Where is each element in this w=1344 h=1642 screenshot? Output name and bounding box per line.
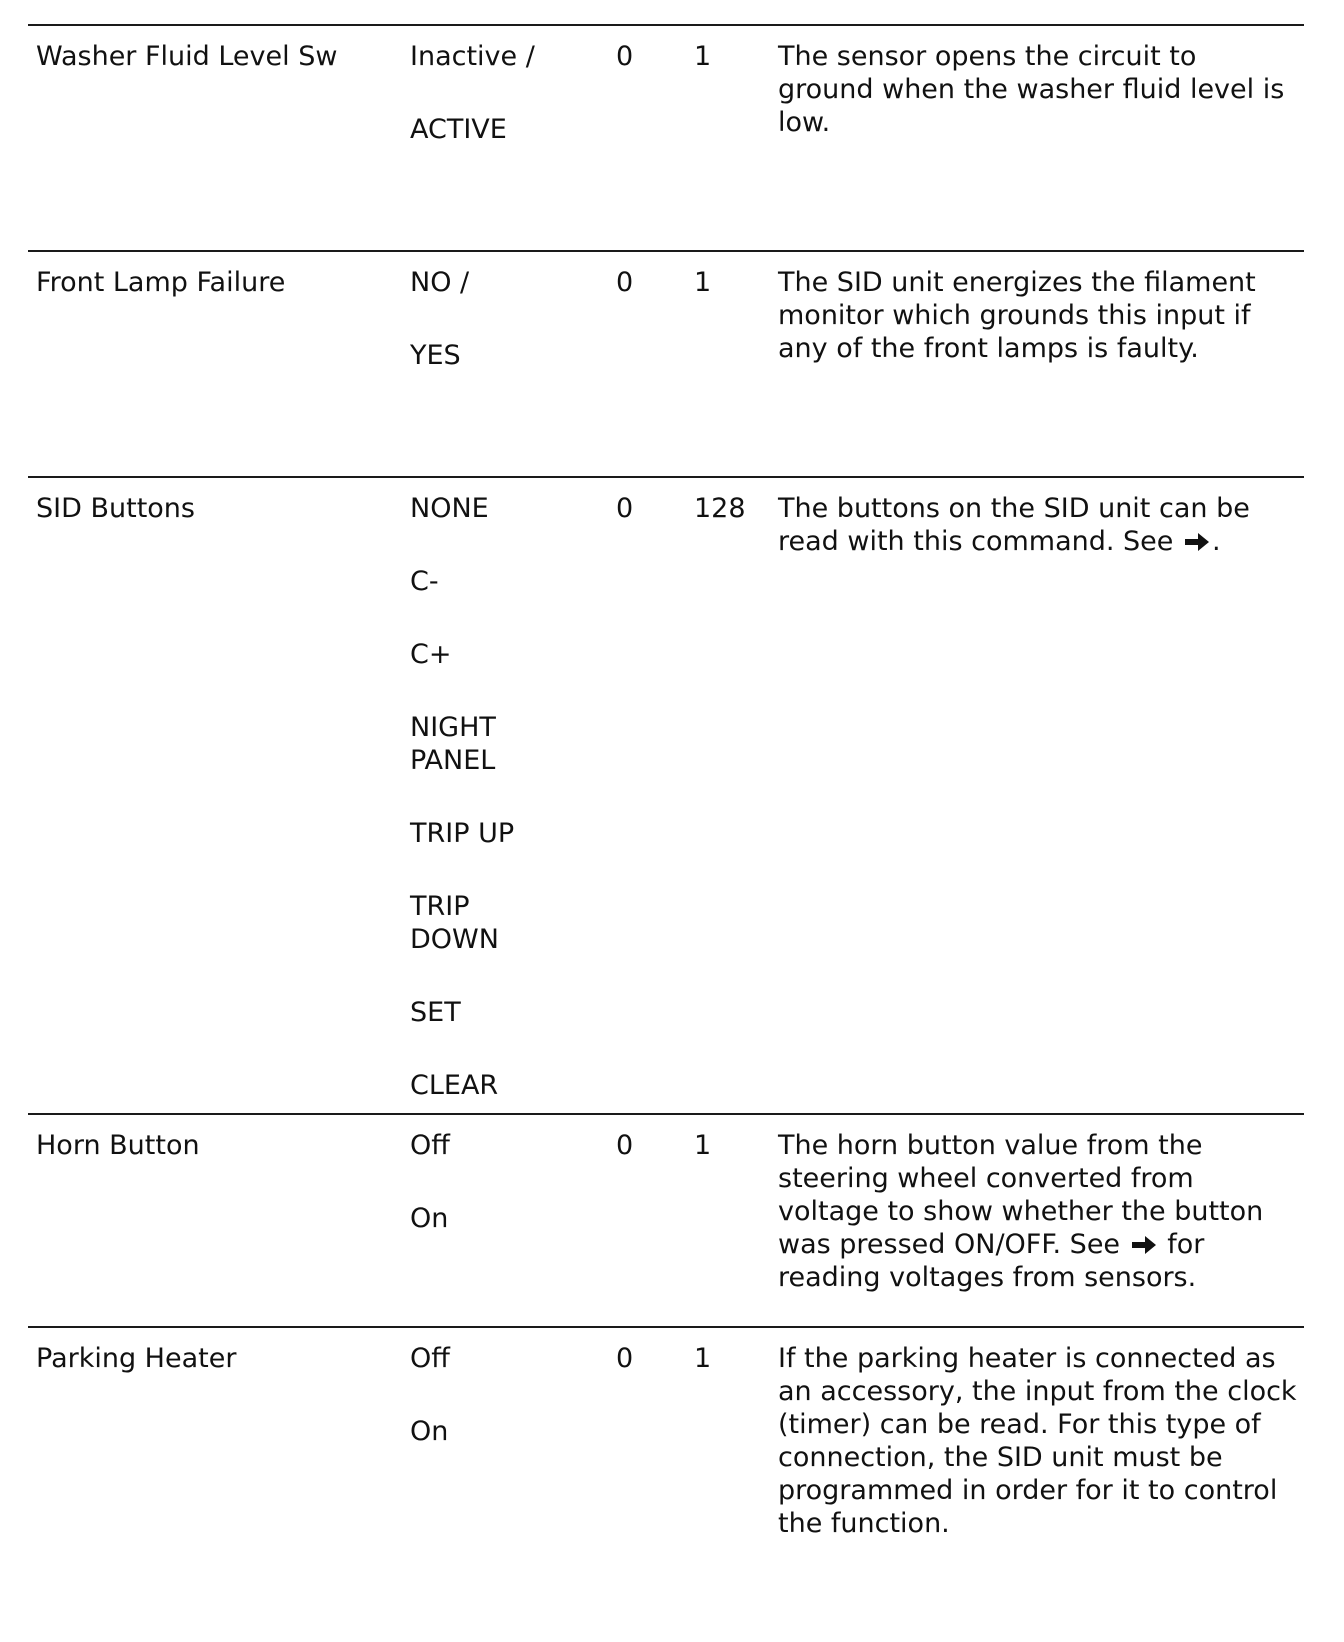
signal-values [410,1129,590,1275]
signal-description [778,1129,1298,1294]
table-row-horn-button [28,1113,1304,1328]
value-option: C- [410,566,439,597]
value-option: Inactive / [410,41,535,72]
max-value: 1 [694,267,712,298]
min-value: 0 [616,267,634,298]
value-option: On [410,1416,449,1447]
value-option: On [410,1203,449,1234]
table-row-parking-heater [28,1326,1304,1628]
signal-name: Parking Heater [36,1343,237,1374]
description-text: The sensor opens the circuit to ground when the washer fluid level is low. [778,41,1285,138]
signal-description [778,1342,1298,1540]
signal-description [778,40,1298,139]
table-row-washer-fluid [28,24,1304,252]
min-value: 0 [616,1130,634,1161]
value-option: ACTIVE [410,114,507,145]
right-arrow-icon[interactable] [1184,528,1210,550]
min-value: 0 [616,41,634,72]
description-text-end: . [1211,526,1221,557]
max-value: 1 [694,1130,712,1161]
value-option: TRIP DOWN [410,891,499,955]
value-option: C+ [410,639,452,670]
value-option: NO / [410,267,470,298]
description-text: The SID unit energizes the filament monitor which grounds this input if any of the front lamps is faulty. [778,267,1256,364]
signal-description [778,266,1298,365]
description-text: If the parking heater is connected as an accessory, the input from the clock (timer) can be read. For this type of connection, the SID unit must be programmed in order for it to control the function. [778,1343,1297,1539]
value-option: YES [410,340,461,371]
description-text: The horn button value from the steering wheel converted from voltage to show whether the button was pressed ON/OFF. See [778,1130,1264,1260]
signal-values [410,1342,590,1488]
signal-values [410,40,590,186]
signal-name: Horn Button [36,1130,200,1161]
right-arrow-icon[interactable] [1131,1231,1157,1253]
value-option: Off [410,1130,450,1161]
signal-values [410,266,590,412]
description-text: The buttons on the SID unit can be read with this command. See [778,493,1250,557]
table-row-sid-buttons [28,476,1304,1115]
value-option: CLEAR [410,1070,499,1101]
min-value: 0 [616,1343,634,1374]
signal-values [410,492,590,1142]
value-option: Off [410,1343,450,1374]
max-value: 1 [694,1343,712,1374]
value-option: NONE [410,493,489,524]
signal-name: Front Lamp Failure [36,267,286,298]
max-value: 1 [694,41,712,72]
value-option: TRIP UP [410,818,515,849]
signal-description [778,492,1298,558]
value-option: SET [410,997,461,1028]
signal-name: SID Buttons [36,493,195,524]
signal-name: Washer Fluid Level Sw [36,41,338,72]
table-row-front-lamp [28,250,1304,478]
description-text-end: for reading voltages from sensors. [778,1229,1205,1293]
min-value: 0 [616,493,634,524]
value-option: NIGHT PANEL [410,712,496,776]
max-value: 128 [694,493,746,524]
